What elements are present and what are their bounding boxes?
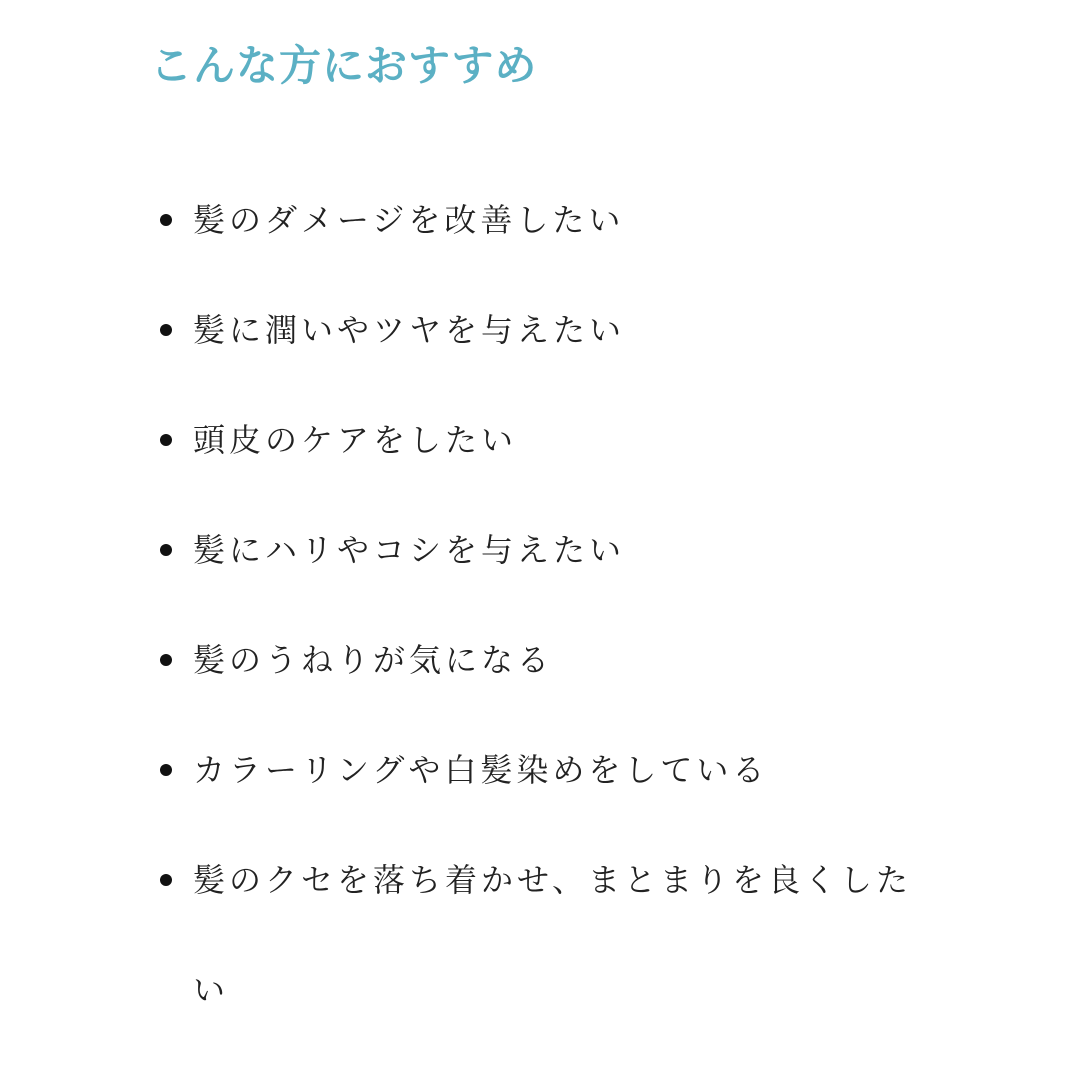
recommendation-list — [160, 165, 920, 1045]
list-item — [160, 495, 920, 605]
list-item-text: 髪のクセを落ち着かせ、まとまりを良くしたい — [193, 861, 913, 1009]
bullet-icon — [160, 324, 172, 336]
list-item-text: 髪のうねりが気になる — [193, 641, 554, 679]
list-item — [160, 825, 920, 1045]
list-item — [160, 385, 920, 495]
bullet-icon — [160, 874, 172, 886]
bullet-icon — [160, 434, 172, 446]
list-item — [160, 715, 920, 825]
page-title: こんな方におすすめ — [150, 41, 538, 90]
bullet-icon — [160, 214, 172, 226]
list-item — [160, 605, 920, 715]
list-item-text: 髪に潤いやツヤを与えたい — [193, 311, 626, 349]
bullet-icon — [160, 764, 172, 776]
list-item-text: 頭皮のケアをしたい — [193, 421, 518, 459]
list-item-text: 髪のダメージを改善したい — [193, 201, 625, 239]
bullet-icon — [160, 544, 172, 556]
list-item-text: カラーリングや白髪染めをしている — [193, 751, 769, 789]
list-item — [160, 165, 920, 275]
list-item — [160, 275, 920, 385]
bullet-icon — [160, 654, 172, 666]
list-item-text: 髪にハリやコシを与えたい — [193, 531, 626, 569]
